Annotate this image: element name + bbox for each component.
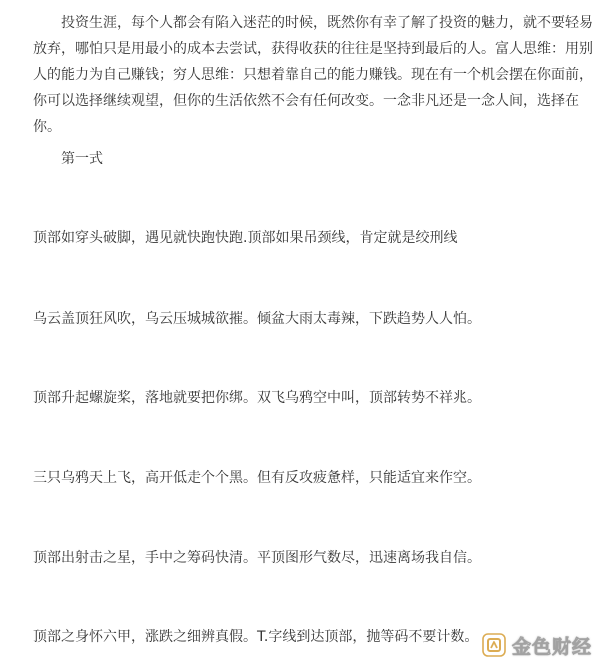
verse-line: 顶部升起螺旋桨，落地就要把你绑。双飞乌鸦空中叫，顶部转势不祥兆。 [33,390,481,406]
watermark-text: 金色财经 [511,635,592,658]
verse-line: 三只乌鸦天上飞，高开低走个个黑。但有反攻疲惫样，只能适宜来作空。 [33,470,481,486]
section-heading: 第一式 [61,151,103,167]
jinse-logo-icon [482,633,506,657]
verse-line: 乌云盖顶狂风吹，乌云压城城欲摧。倾盆大雨太毒辣，下跌趋势人人怕。 [33,311,481,327]
verse-line: 顶部之身怀六甲，涨跌之细辨真假。T.字线到达顶部，抛等码不要计数。 [33,629,479,645]
watermark [482,631,592,659]
intro-paragraph: 投资生涯，每个人都会有陷入迷茫的时候，既然你有幸了解了投资的魅力，就不要轻易放弃，哪怕只是用最小的成本去尝试，获得收获的往往是坚持到最后的人。富人思维：用别人的能力为自己赚钱；穷人思维：只想着靠自己的能力赚钱。现在有一个机会摆在你面前，你可以选择继续观望，但你的生活依然不会有任何改变。一念非凡还是一念人间，选择在你。 [33,15,593,135]
verse-line: 顶部出射击之星，手中之筹码快清。平顶图形气数尽，迅速离场我自信。 [33,550,481,566]
verse-line: 顶部如穿头破脚，遇见就快跑快跑.顶部如果吊颈线，肯定就是绞刑线 [33,230,458,246]
